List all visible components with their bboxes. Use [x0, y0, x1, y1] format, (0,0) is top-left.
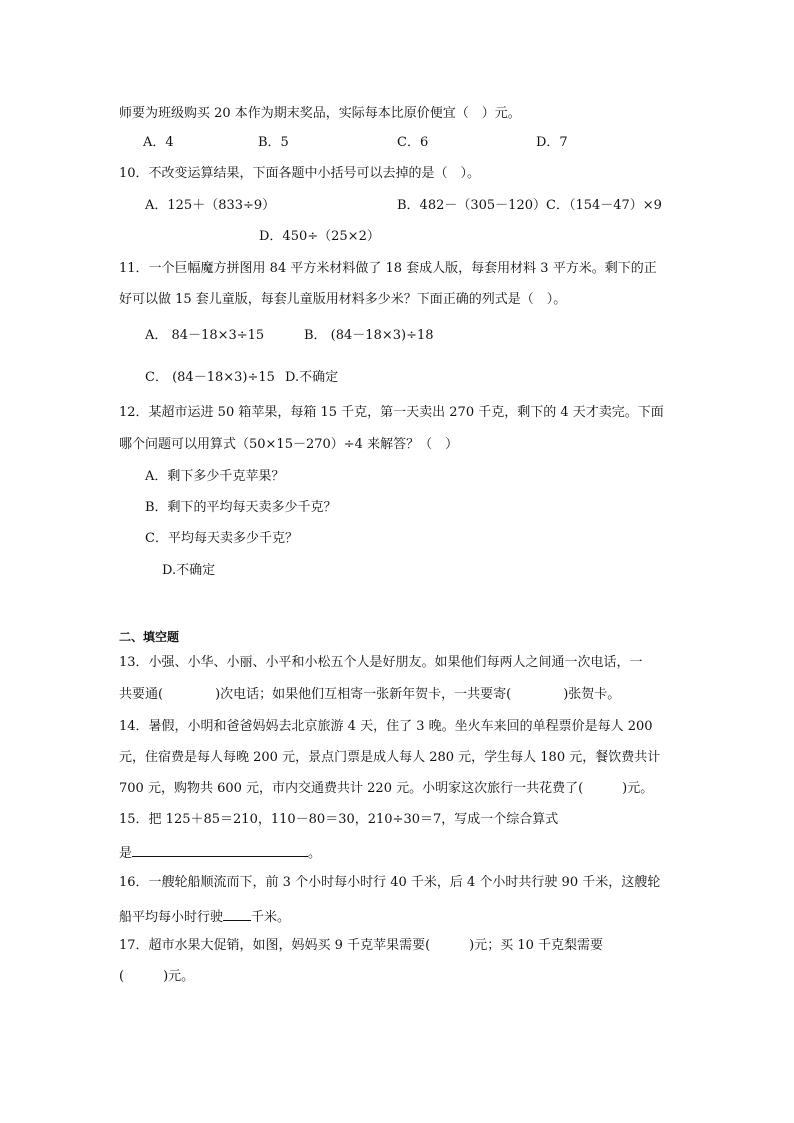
q9-option-b: B．5 — [258, 135, 289, 150]
q12-option-d: D.不确定 — [162, 563, 216, 578]
q10-option-a: A．125＋（833÷9） — [145, 198, 276, 213]
q17-stem-line1: 17．超市水果大促销，如图，妈妈买 9 千克苹果需要( )元；买 10 千克梨需要 — [119, 938, 604, 953]
answer-blank-line — [223, 906, 251, 921]
section-2-title: 二、填空题 — [119, 630, 180, 644]
q15-stem-line1: 15．把 125＋85＝210，110－80＝30，210÷30＝7，写成一个综合算式 — [119, 812, 559, 827]
q11-option-c: C． (84－18×3)÷15 — [145, 370, 275, 385]
q9-option-a: A．4 — [143, 135, 174, 150]
answer-blank-line — [132, 842, 308, 857]
q16-stem-line2 — [119, 906, 290, 927]
q17-stem-line2: ( )元。 — [119, 969, 195, 984]
q14-stem-line2: 元，住宿费是每人每晚 200 元，景点门票是成人每人 280 元，学生每人 180 元，餐饮费共计 — [119, 750, 661, 765]
q11-option-d: D.不确定 — [285, 370, 339, 385]
q9-stem-continuation: 师要为班级购买 20 本作为期末奖品，实际每本比原价便宜（ ）元。 — [119, 106, 521, 121]
q10-option-b-c: B．482－（305－120）C．（154－47）×9 — [397, 198, 662, 213]
q11-stem-line1: 11．一个巨幅魔方拼图用 84 平方米材料做了 18 套成人版，每套用材料 3 平方米。剩下的正 — [119, 261, 657, 276]
q12-option-b: B．剩下的平均每天卖多少千克？ — [145, 500, 337, 515]
q15-stem-line2 — [119, 842, 321, 863]
q9-option-c: C．6 — [397, 135, 429, 150]
q10-stem: 10．不改变运算结果，下面各题中小括号可以去掉的是（ ）。 — [119, 166, 481, 181]
q14-stem-line1: 14．暑假，小明和爸爸妈妈去北京旅游 4 天，住了 3 晚。坐火车来回的单程票价是每人 200 — [119, 719, 653, 734]
q15-line2-suffix: 。 — [308, 846, 322, 861]
q16-line2-prefix: 船平均每小时行驶 — [119, 910, 224, 925]
q12-stem-line2: 哪个问题可以用算式（50×15－270）÷4 来解答？（ ） — [119, 437, 459, 452]
q13-stem-line2: 共要通( )次电话；如果他们互相寄一张新年贺卡，一共要寄( )张贺卡。 — [119, 687, 621, 702]
q14-stem-line3: 700 元，购物共 600 元，市内交通费共计 220 元。小明家这次旅行一共花费了( )元。 — [119, 781, 654, 796]
q12-option-a: A．剩下多少千克苹果？ — [145, 469, 285, 484]
q15-line2-prefix: 是 — [119, 846, 133, 861]
q12-option-c: C．平均每天卖多少千克？ — [145, 531, 298, 546]
q9-option-d: D．7 — [536, 135, 568, 150]
q12-stem-line1: 12．某超市运进 50 箱苹果，每箱 15 千克，第一天卖出 270 千克，剩下的 4 天才卖完。下面 — [119, 405, 664, 420]
q11-option-b: B． (84－18×3)÷18 — [304, 328, 434, 343]
q16-line2-suffix: 千米。 — [251, 910, 291, 925]
q16-stem-line1: 16．一艘轮船顺流而下，前 3 个小时每小时行 40 千米，后 4 个小时共行驶 90 千米，这艘轮 — [119, 875, 661, 890]
q10-option-d: D．450÷（25×2） — [259, 229, 380, 244]
q13-stem-line1: 13．小强、小华、小丽、小平和小松五个人是好朋友。如果他们每两人之间通一次电话，一 — [119, 655, 643, 670]
q11-option-a: A． 84－18×3÷15 — [145, 328, 265, 343]
q11-stem-line2: 好可以做 15 套儿童版，每套儿童版用材料多少米？下面正确的列式是（ ）。 — [119, 292, 567, 307]
